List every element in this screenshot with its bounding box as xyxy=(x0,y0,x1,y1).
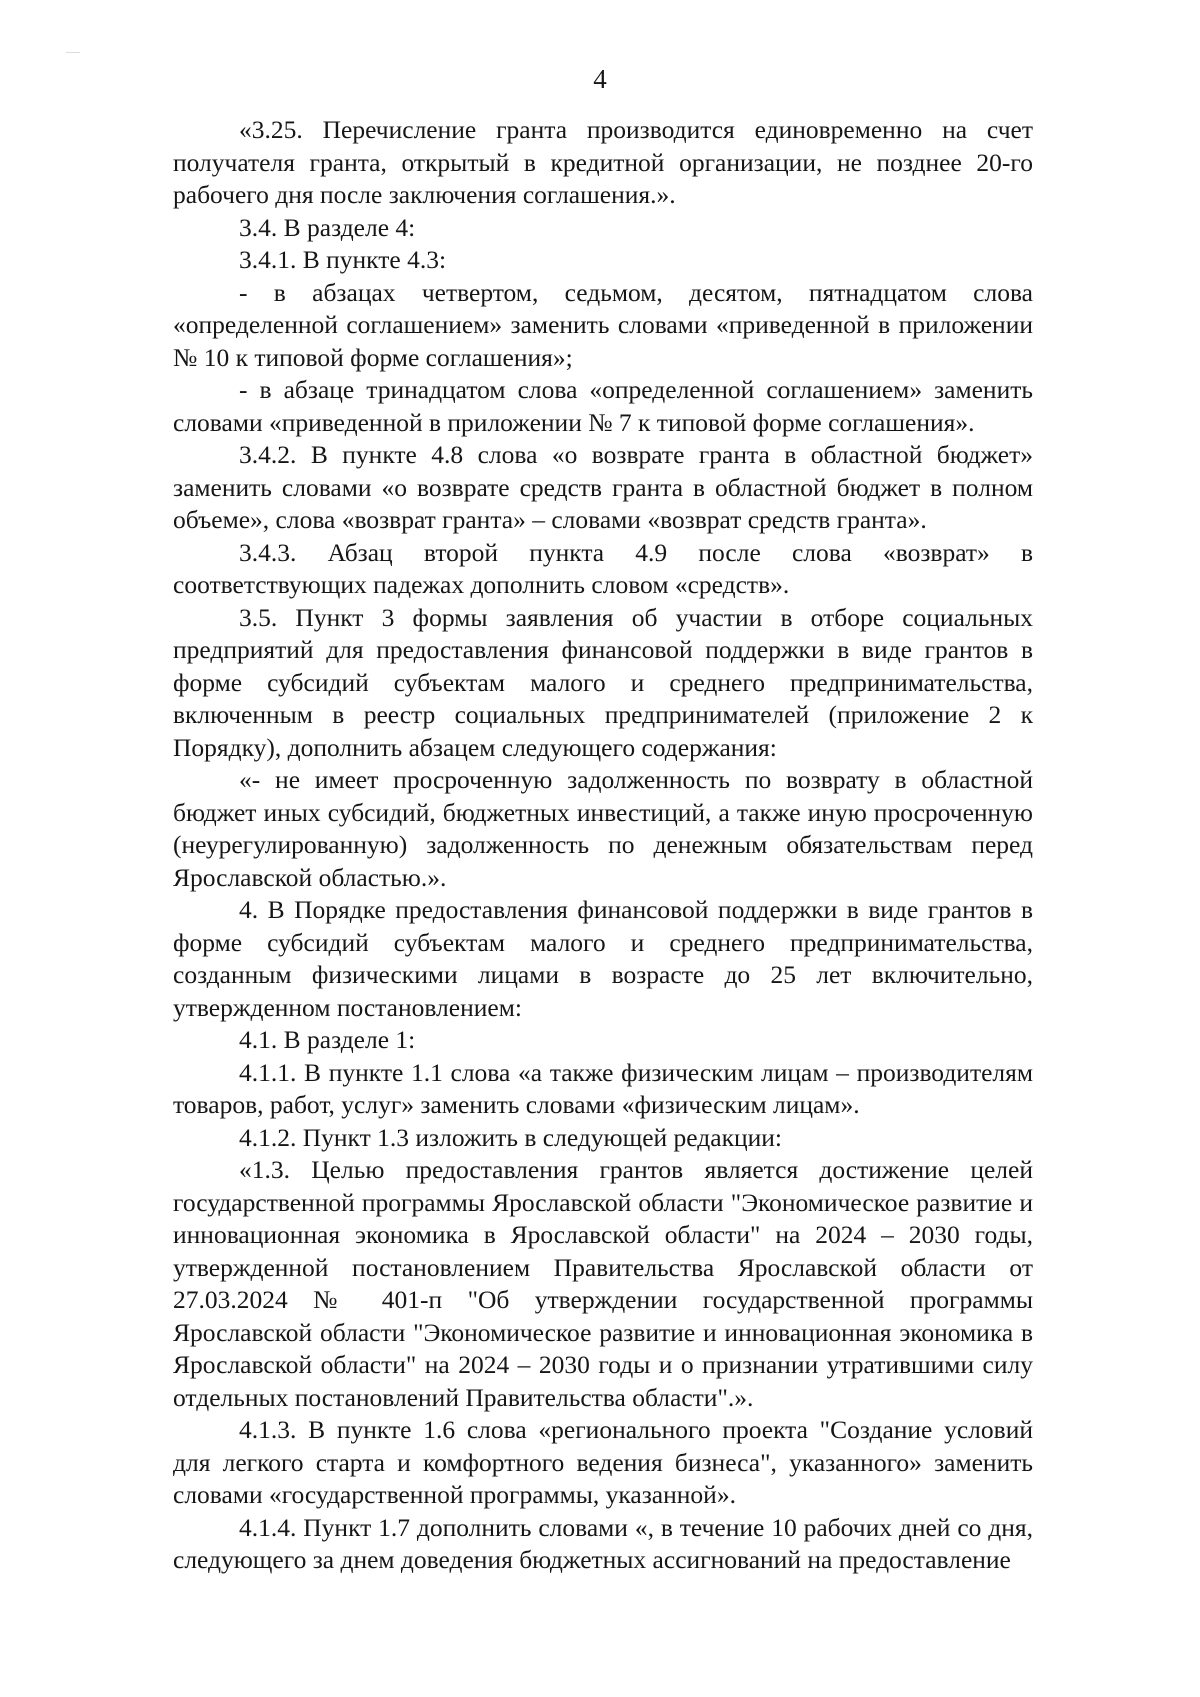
document-body xyxy=(173,114,1033,1577)
paragraph-4-1-3: 4.1.3. В пункте 1.6 слова «регионального проекта "Создание условий для легкого старта и комфортного ведения бизнеса", указанного» заменить словами «государственной программы, указанной». xyxy=(173,1415,1033,1509)
paragraph-4-1: 4.1. В разделе 1: xyxy=(239,1025,416,1054)
paragraph-4-1-4: 4.1.4. Пункт 1.7 дополнить словами «, в течение 10 рабочих дней со дня, следующего за днем доведения бюджетных ассигнований на предоставление xyxy=(173,1512,1033,1574)
scan-mark xyxy=(66,52,80,53)
paragraph-3-4: 3.4. В разделе 4: xyxy=(239,212,416,242)
paragraph-3-4-1-item-1: - в абзацах четвертом, седьмом, десятом, пятнадцатом слова «определенной соглашением» заменить словами «приведенной в приложении № 10 к типовой форме соглашения»; xyxy=(173,277,1033,372)
paragraph-3-5: 3.5. Пункт 3 формы заявления об участии в отборе социальных предприятий для предоставления финансовой поддержки в виде грантов в форме субсидий субъектам малого и среднего предпринимательства, включенным в реестр социальных предпринимателей (приложение 2 к Порядку), дополнить абзацем следующего содержания: xyxy=(173,602,1033,762)
paragraph-3-4-1-item-2: - в абзаце тринадцатом слова «определенной соглашением» заменить словами «приведенной в приложении № 7 к типовой форме соглашения». xyxy=(173,375,1033,437)
paragraph-3-4-1: 3.4.1. В пункте 4.3: xyxy=(239,245,447,274)
paragraph-3-4-3: 3.4.3. Абзац второй пункта 4.9 после слова «возврат» в соответствующих падежах дополнить словом «средств». xyxy=(173,537,1033,599)
paragraph-3-25: «3.25. Перечисление гранта производится единовременно на счет получателя гранта, открытый в кредитной организации, не позднее 20-го рабочего дня после заключения соглашения.». xyxy=(173,115,1033,209)
paragraph-3-5-quote: «- не имеет просроченную задолженность по возврату в областной бюджет иных субсидий, бюджетных инвестиций, а также иную просроченную (неурегулированную) задолженность по денежным обязательствам перед Ярославской областью.». xyxy=(173,765,1033,892)
paragraph-3-4-2: 3.4.2. В пункте 4.8 слова «о возврате гранта в областной бюджет» заменить словами «о возврате средств гранта в областной бюджет в полном объеме», слова «возврат гранта» – словами «возврат средств гранта». xyxy=(173,440,1033,534)
page-number: 4 xyxy=(593,64,607,94)
paragraph-4-1-2: 4.1.2. Пункт 1.3 изложить в следующей редакции: xyxy=(239,1122,782,1152)
paragraph-4-1-1: 4.1.1. В пункте 1.1 слова «а также физическим лицам – производителям товаров, работ, услуг» заменить словами «физическим лицам». xyxy=(173,1057,1033,1119)
paragraph-4: 4. В Порядке предоставления финансовой поддержки в виде грантов в форме субсидий субъектам малого и среднего предпринимательства, созданным физическими лицами в возрасте до 25 лет включительно, утвержденном постановлением: xyxy=(173,895,1033,1022)
paragraph-1-3-quote: «1.3. Целью предоставления грантов является достижение целей государственной программы Ярославской области "Экономическое развитие и инновационная экономика в Ярославской области" на 2024 – 2030 годы, утвержденной постановлением Правительства Ярославской области от 27.03.2024 № 401-п "Об утверждении государственной программы Ярославской области "Экономическое развитие и инновационная экономика в Ярославской области" на 2024 – 2030 годы и о признании утратившими силу отдельных постановлений Правительства области".». xyxy=(173,1155,1033,1412)
